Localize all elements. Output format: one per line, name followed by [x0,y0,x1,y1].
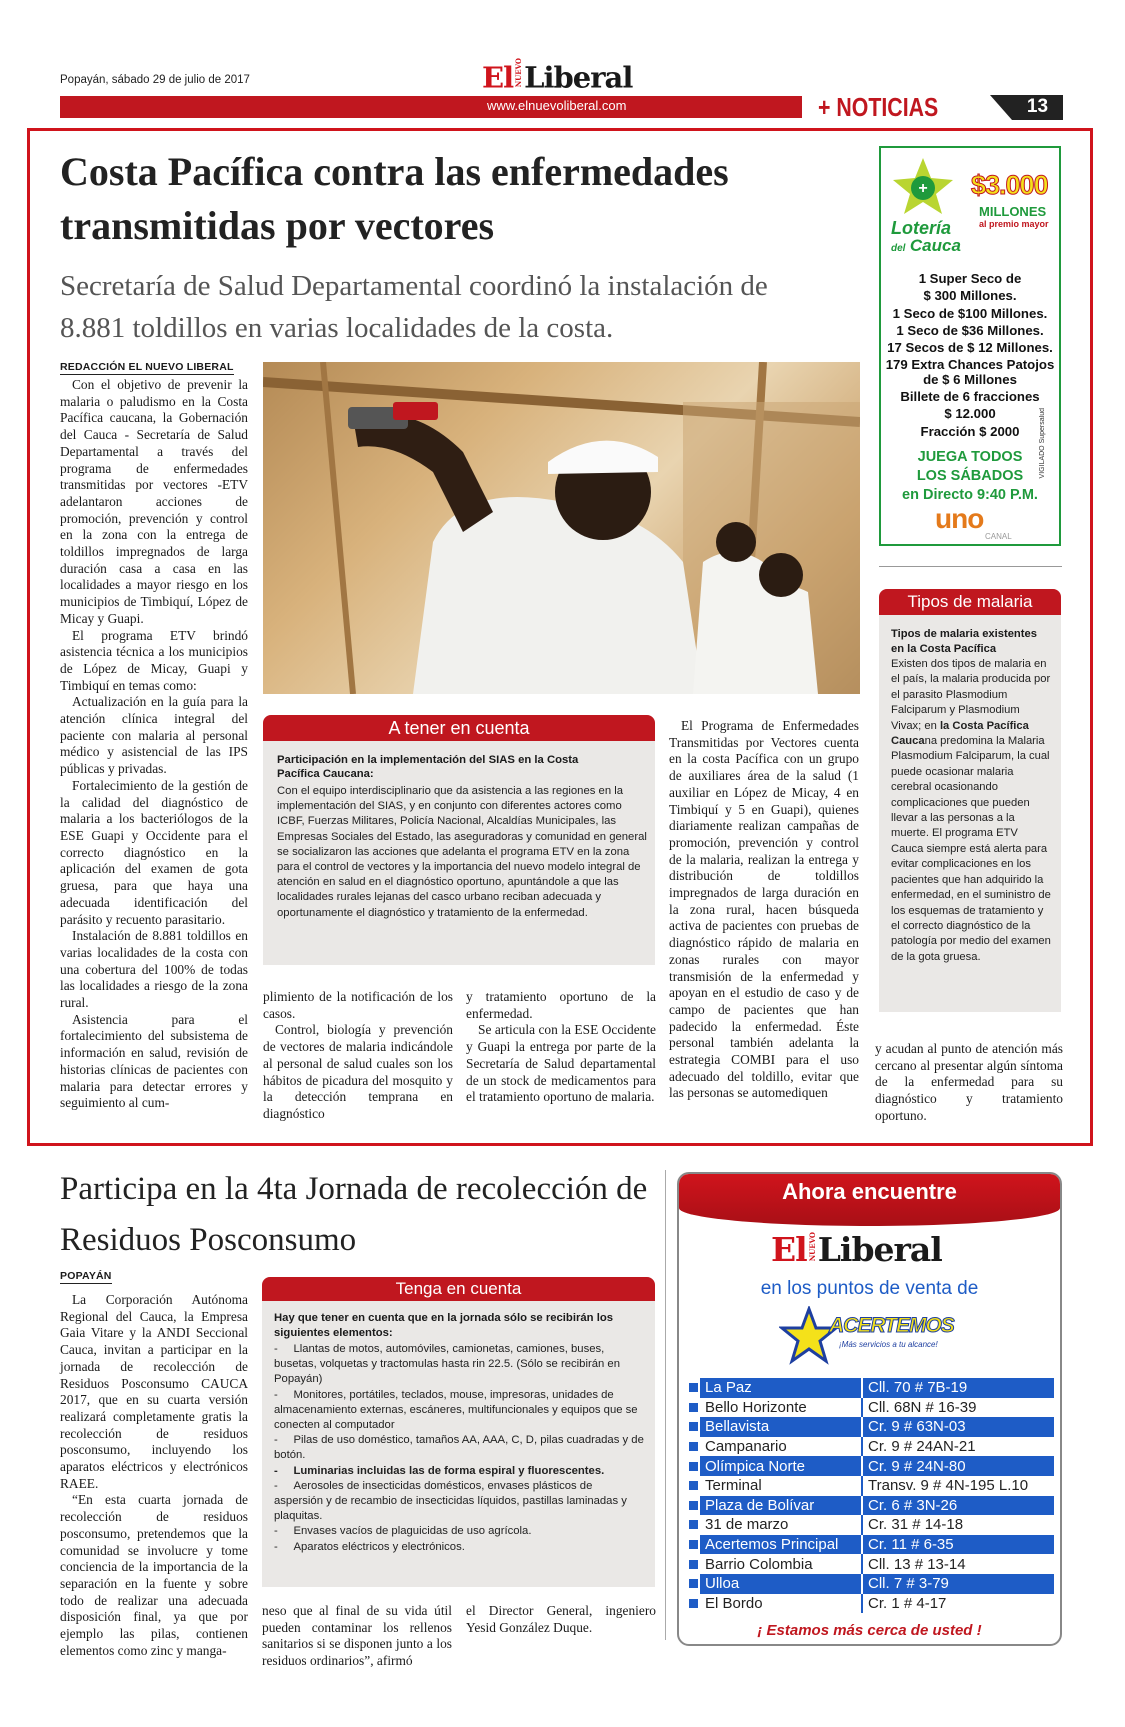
location-address: Transv. 9 # 4N-195 L.10 [862,1476,1054,1496]
sidebar-lead: Tipos de malaria existentes en la Costa Pacífica [891,628,1037,655]
ad-subtitle: en los puntos de venta de [760,1278,979,1299]
article2-column-1 [60,1292,248,1659]
page-number: 13 [1026,96,1049,117]
location-address: Cll. 13 # 13-14 [862,1554,1054,1574]
paragraph: Asistencia para el fortalecimiento del subsistema de información en salud, revisión de historias clínicas de pacientes con malaria para detectar errores y seguimiento al cum- [60,1011,248,1111]
location-name: Barrio Colombia [700,1554,862,1574]
table-row [686,1398,1054,1418]
prize-list: 1 Super Seco de $ 300 Millones. 1 Seco de $100 Millones. 1 Seco de $36 Millones. 17 Secos de $ 12 Millones. 179 Extra Chances Patojos de $ 6 Millones Billete de 6 fracciones $ 12.000 Fracción $ 2000 [885,271,1055,439]
article-column-3 [466,989,656,1106]
sidebar-body: Existen dos tipos de malaria en el país, la malaria producida por el parasito Plasmodium Falciparum y Plasmodium Vivax; en la Costa Pacífica Caucana predomina la Malaria Plasmodium Falciparum, la cual puede ocasionar malaria cerebral ocasionando complicaciones que pueden llevar a las personas a la muerte. El programa ETV Cauca siempre está alerta para evitar complicaciones en los pacientes que han adquirido la enfermedad, en el suministro de los esquemas de tratamiento y el correcto diagnóstico de la patología por medio del examen de la gota gruesa. [891,658,1051,963]
location-name: La Paz [700,1378,862,1398]
location-address: Cr. 9 # 63N-03 [862,1417,1054,1437]
acertemos-logo: ACERTEMOS [829,1314,954,1337]
info-box-title: A tener en cuenta [263,715,655,741]
lottery-slogan: JUEGA TODOS LOS SÁBADOS en Directo 9:40 P.M. [902,449,1038,503]
paragraph: El programa ETV brindó asistencia técnica a los municipios de López de Micay, Guapi y Timbiquí en temas como: [60,627,248,693]
lottery-brand: Lotería del Cauca [891,218,961,255]
article-column-4 [669,718,859,1102]
list-item: - Envases vacíos de plaguicidas de uso agrícola. [274,1525,532,1538]
table-row [686,1496,1054,1516]
article2-column-2 [262,1603,452,1670]
table-row [686,1417,1054,1437]
article2-info-box-title: Tenga en cuenta [262,1277,655,1301]
location-address: Cr. 1 # 4-17 [862,1594,1054,1614]
info-box [263,715,655,965]
table-row [686,1456,1054,1476]
article2-info-box [262,1277,655,1587]
location-name: Terminal [700,1476,862,1496]
article2-headline: Participa en la 4ta Jornada de recolección de Residuos Posconsumo [60,1171,648,1258]
photo-illustration [263,362,860,694]
issue-date: Popayán, sábado 29 de julio de 2017 [60,74,250,86]
article2-column-3 [466,1603,656,1636]
bullet-icon [686,1437,700,1457]
column-divider [665,1170,666,1640]
paragraph: Instalación de 8.881 toldillos en varias localidades de la costa con una cobertura del 100% de todas las localidades a riesgo de la zona rural. [60,928,248,1011]
table-row [686,1515,1054,1535]
list-item: - Monitores, portátiles, teclados, mouse, impresoras, unidades de almacenamiento externas, escáneres, multifuncionales y equipos que se conecten al computador [274,1388,638,1432]
sidebar-title: Tipos de malaria [879,589,1061,615]
byline: REDACCIÓN EL NUEVO LIBERAL [60,361,234,373]
paragraph: Se articula con la ESE Occidente y Guapi la entrega por parte de la Secretaría de Salud departamental de un stock de medicamentos para el tratamiento oportuno de malaria. [466,1022,656,1105]
paragraph: plimiento de la notificación de los casos. [263,989,453,1021]
bullet-icon [686,1594,700,1614]
article2-byline: POPAYÁN [60,1270,112,1282]
bullet-icon [686,1476,700,1496]
paragraph: “En esta cuarta jornada de recolección de residuos posconsumo, pretendemos que la comunidad se involucre y tome conciencia de la importancia de la separación en la fuente y sobre todo de realizar una adecuada disposición final, ya que por ejemplo las pilas, contienen elementos como zinc y manga- [60,1492,248,1658]
page-number-notch [990,95,1012,120]
sidebar-box [879,589,1061,1012]
location-address: Cll. 7 # 3-79 [862,1574,1054,1594]
website-url[interactable]: www.elnuevoliberal.com [487,98,627,113]
masthead-bar [60,96,802,118]
location-name: Bellavista [700,1417,862,1437]
paragraph: y tratamiento oportuno de la enfermedad. [466,989,656,1021]
list-item: - Luminarias incluidas las de forma espiral y fluorescentes. [274,1464,605,1477]
bullet-icon [686,1417,700,1437]
table-row [686,1378,1054,1398]
paragraph: Con el objetivo de prevenir la malaria o paludismo en la Costa Pacífica caucana, la Gobernación del Cauca - Secretaría de Salud Departamental a través del programa de enfermedades transmitidas por vectores -ETV adelantaron acciones de promoción, prevención y control en la zona con la entrega de toldillos impregnados de larga duración casa a casa en las localidades a mayor riesgo en los municipios de Timbiquí, López de Micay y Guapi. [60,377,248,626]
list-item: - Aerosoles de insecticidas domésticos, envases plásticos de aspersión y de recambio de insecticidas líquidos, pastillas laminadas y plaquitas. [274,1479,627,1523]
location-name: Acertemos Principal [700,1535,862,1555]
jackpot-note: al premio mayor [979,219,1049,229]
bullet-icon [686,1398,700,1418]
location-address: Cr. 11 # 6-35 [862,1535,1054,1555]
table-row [686,1535,1054,1555]
paragraph: Control, biología y prevención de vectores de malaria indicándole al personal de salud cuales son los hábitos de picadura del mosquito y la detección temprana en diagnóstico [263,1022,453,1121]
masthead-logo: ElNUEVOLiberal [482,58,633,95]
table-row [686,1594,1054,1614]
bullet-icon [686,1554,700,1574]
location-name: Ulloa [700,1574,862,1594]
article-column-1 [60,377,248,1112]
list-item: - Llantas de motos, automóviles, camionetas, camiones, buses, busetas, volquetas y tractomulas hasta rin 22.5. (Sólo se recibirán en Popayán) [274,1343,620,1386]
vigilado-label: VIGILADO Supersalud [1039,408,1046,479]
sales-points-table [686,1378,1054,1613]
paragraph: el Director General, ingeniero Yesid González Duque. [466,1603,656,1635]
table-row [686,1437,1054,1457]
article-photo [263,362,860,694]
location-name: Campanario [700,1437,862,1457]
article-subhead: Secretaría de Salud Departamental coordinó la instalación de 8.881 toldillos en varias localidades de la costa. [60,270,768,344]
location-name: Bello Horizonte [700,1398,862,1418]
info-box-body: Con el equipo interdisciplinario que da asistencia a las regiones en la implementación del SIAS, y en conjunto con diferentes actores como ICBF, Fuerzas Militares, Policía Nacional, Alcaldías Municipales, las Empresas Sociales del Estado, las aseguradoras y comunidad en general se socializaron las acciones que adelanta el programa ETV en la zona para el control de vectores y la importancia del nuevo modelo integral de atención en salud en el diagnóstico oportuno, apuntándole a que las localidades rurales lejanas del casco urbano reciban adecuada y oportunamente el diagnóstico y tratamiento de la enfermedad. [277,785,647,919]
location-address: Cll. 70 # 7B-19 [862,1378,1054,1398]
bullet-icon [686,1378,700,1398]
channel-logo: uno [935,503,984,534]
jackpot-millones: MILLONES [979,204,1047,219]
article2-info-box-lead: Hay que tener en cuenta que en la jornada sólo se recibirán los siguientes elementos: [274,1312,614,1339]
article-headline: Costa Pacífica contra las enfermedades transmitidas por vectores [60,149,729,248]
location-address: Cr. 9 # 24AN-21 [862,1437,1054,1457]
bullet-icon [686,1515,700,1535]
table-row [686,1476,1054,1496]
location-address: Cr. 31 # 14-18 [862,1515,1054,1535]
location-address: Cr. 9 # 24N-80 [862,1456,1054,1476]
paragraph: y acudan al punto de atención más cercano al presentar algún síntoma de la enfermedad para su diagnóstico y tratamiento oportuno. [875,1041,1063,1123]
info-box-lead: Participación en la implementación del SIAS en la Costa Pacífica Caucana: [277,754,579,780]
location-name: 31 de marzo [700,1515,862,1535]
ad-title: Ahora encuentre [679,1174,1060,1226]
sidebar-divider [879,566,1062,567]
ad-footer: ¡ Estamos más cerca de usted ! [757,1622,982,1639]
location-name: Olímpica Norte [700,1456,862,1476]
article-column-2 [263,989,453,1123]
list-item: - Aparatos eléctricos y electrónicos. [274,1540,465,1553]
paragraph: Actualización en la guía para la atención clínica integral del paciente con malaria al personal médico y asistencial de las IPS públicas y privadas. [60,694,248,777]
section-label: + NOTICIAS [818,92,939,122]
paragraph: neso que al final de su vida útil pueden contaminar los rellenos sanitarios si se disponen junto a los residuos ordinarios”, afirmó [262,1603,452,1669]
location-name: Plaza de Bolívar [700,1496,862,1516]
channel-sub: CANAL [985,532,1012,541]
bullet-icon [686,1456,700,1476]
jackpot-amount: $3.000 [971,170,1048,200]
bullet-icon [686,1535,700,1555]
article-column-5 [875,1041,1063,1125]
star-clover-icon [889,156,957,216]
bullet-icon [686,1496,700,1516]
list-item: - Pilas de uso doméstico, tamaños AA, AAA, C, D, pilas cuadradas y de botón. [274,1434,644,1462]
table-row [686,1554,1054,1574]
location-name: El Bordo [700,1594,862,1614]
location-address: Cr. 6 # 3N-26 [862,1496,1054,1516]
table-row [686,1574,1054,1594]
paragraph: La Corporación Autónoma Regional del Cauca, la Empresa Gaia Vitare y la ANDI Seccional Cauca, invitan a participar en la jornada de recolección de Residuos Posconsumo CAUCA 2017, que en su cuarta versión realizará completamente gratis la recolección de residuos posconsumo, incluyendo los aparatos eléctricos y electrónicos RAEE. [60,1292,248,1491]
svg-text:+: + [918,180,928,197]
ad-newspaper-logo: ElNUEVOLiberal [771,1230,942,1269]
article2-info-box-list [274,1342,644,1555]
acertemos-tagline: ¡Más servicios a tu alcance! [839,1340,938,1349]
bullet-icon [686,1574,700,1594]
lottery-ad[interactable] [879,146,1061,546]
paragraph: El Programa de Enfermedades Transmitidas por Vectores cuenta en la costa Pacífica con un grupo de auxiliares área de la salud (1 auxiliar en López de Micay, 4 en Timbiquí y 5 en Guapi), quienes diariamente realizan campañas de promoción, prevención y control de la malaria, realizan la entrega y distribución de toldillos impregnados de larga duración en la zona rural, hacen búsqueda activa de pacientes con pruebas de diagnóstico rápido de malaria en zonas rurales con mayor transmisión de la enfermedad y apoyan en el estudio de caso y de campo de pacientes que han padecido la enfermedad. Éste personal también adelanta la estrategia COMBI para el uso adecuado del toldillo, evitar que las personas se automediquen [669,718,859,1101]
location-address: Cll. 68N # 16-39 [862,1398,1054,1418]
paragraph: Fortalecimiento de la gestión de la calidad del diagnóstico de malaria a los bacteriólogos de la ESE Guapi y Occidente para el correcto diagnóstico en la aplicación del examen de gota gruesa, para que haya una adecuada identificación del parásito y recuento parasitario. [60,777,248,927]
